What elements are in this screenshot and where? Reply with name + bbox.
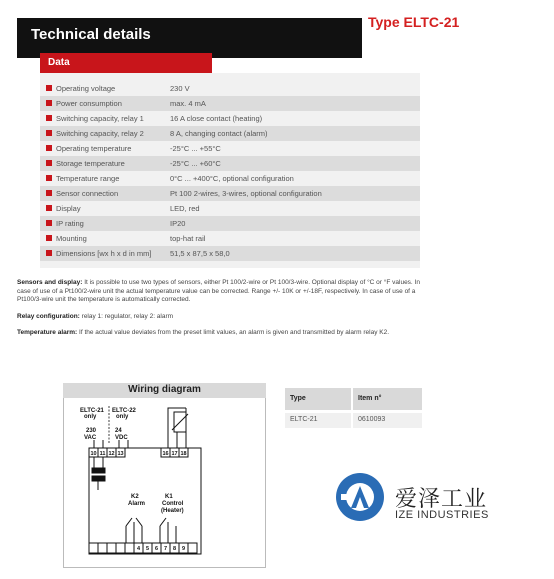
voltage-a-unit: VAC (84, 435, 97, 441)
spec-row-switching-relay-2 (40, 126, 420, 141)
spec-row-power-consumption (40, 96, 420, 111)
terminal-18: 18 (180, 451, 187, 457)
bottom-terminal-strip (89, 543, 197, 553)
table-cell-type: ELTC-21 (285, 413, 351, 428)
bullet-icon (46, 250, 52, 256)
spec-row-operating-temperature (40, 141, 420, 156)
relay-k2-desc: Alarm (128, 501, 146, 507)
relay-text: relay 1: regulator, relay 2: alarm (79, 313, 174, 320)
spec-value: -25°C ... +55°C (170, 144, 221, 153)
spec-row-ip-rating (40, 216, 420, 231)
spec-row-sensor-connection (40, 186, 420, 201)
type-label: Type ELTC-21 (368, 14, 460, 30)
watermark-name-en: IZE INDUSTRIES (395, 509, 489, 521)
relay-k1-desc-2: (Heater) (161, 508, 184, 514)
table-header-type: Type (285, 388, 351, 410)
spec-label: IP rating (56, 219, 84, 228)
title-bar (17, 18, 362, 58)
spec-value: max. 4 mA (170, 99, 206, 108)
bullet-icon (46, 190, 52, 196)
wiring-diagram-title: Wiring diagram (63, 383, 266, 398)
voltage-b-unit: VDC (115, 435, 128, 441)
model-a-note: only (84, 414, 97, 420)
spec-label: Dimensions [wx h x d in mm] (56, 249, 152, 258)
spec-label: Switching capacity, relay 1 (56, 114, 144, 123)
wiring-schematic (64, 398, 265, 566)
sensors-title: Sensors and display: (17, 279, 83, 286)
spec-row-mounting (40, 231, 420, 246)
relay-k1-desc-1: Control (162, 501, 184, 507)
terminal-11: 11 (99, 451, 106, 457)
spec-label: Temperature range (56, 174, 120, 183)
terminal-13: 13 (117, 451, 124, 457)
relay-contacts (126, 518, 176, 543)
relay-paragraph (17, 313, 422, 322)
terminal-17: 17 (171, 451, 178, 457)
spec-value: top-hat rail (170, 234, 206, 243)
terminal-16: 16 (162, 451, 169, 457)
alarm-text: If the actual value deviates from the preset limit values, an alarm is given and transmitted by alarm relay K2. (77, 329, 390, 336)
spec-row-switching-relay-1 (40, 111, 420, 126)
terminal-9: 9 (181, 546, 186, 552)
bullet-icon (46, 85, 52, 91)
spec-row-dimensions (40, 246, 420, 261)
alarm-paragraph (17, 329, 422, 338)
terminal-12: 12 (108, 451, 115, 457)
table-header-item: Item n° (353, 388, 422, 410)
spec-label: Sensor connection (56, 189, 119, 198)
terminal-5: 5 (145, 546, 150, 552)
model-b-label: ELTC-22 (112, 408, 136, 414)
spec-value: Pt 100 2-wires, 3-wires, optional configuration (170, 189, 322, 198)
relay-k1-label: K1 (165, 494, 173, 500)
spec-row-display (40, 201, 420, 216)
watermark-name-cn: 爱泽工业 (395, 487, 488, 512)
spec-value: 8 A, changing contact (alarm) (170, 129, 268, 138)
terminal-7: 7 (163, 546, 168, 552)
terminal-4: 4 (136, 546, 141, 552)
spec-value: 16 A close contact (heating) (170, 114, 263, 123)
spec-label: Power consumption (56, 99, 122, 108)
voltage-a: 230 (86, 428, 97, 434)
bullet-icon (46, 115, 52, 121)
spec-value: -25°C ... +60°C (170, 159, 221, 168)
page-title: Technical details (31, 26, 151, 43)
bullet-icon (46, 130, 52, 136)
spec-value: 230 V (170, 84, 190, 93)
spec-label: Operating temperature (56, 144, 132, 153)
alarm-title: Temperature alarm: (17, 329, 78, 336)
bullet-icon (46, 175, 52, 181)
model-b-note: only (116, 414, 129, 420)
spec-label: Mounting (56, 234, 87, 243)
spec-label: Display (56, 204, 81, 213)
terminal-8: 8 (172, 546, 177, 552)
voltage-b: 24 (115, 428, 122, 434)
spec-row-storage-temperature (40, 156, 420, 171)
model-a-label: ELTC-21 (80, 408, 104, 414)
terminal-10: 10 (90, 451, 97, 457)
terminal-6: 6 (154, 546, 159, 552)
bullet-icon (46, 145, 52, 151)
spec-row-operating-voltage (40, 81, 420, 96)
ize-logo-icon (333, 470, 387, 524)
spec-value: LED, red (170, 204, 200, 213)
transformer-icon (92, 457, 105, 490)
sensors-paragraph (17, 279, 422, 305)
bullet-icon (46, 220, 52, 226)
spec-label: Operating voltage (56, 84, 116, 93)
data-tab: Data (40, 53, 212, 73)
table-cell-item: 0610093 (353, 413, 422, 428)
spec-value: 51,5 x 87,5 x 58,0 (170, 249, 230, 258)
spec-row-temperature-range (40, 171, 420, 186)
bullet-icon (46, 205, 52, 211)
bullet-icon (46, 100, 52, 106)
bullet-icon (46, 235, 52, 241)
bullet-icon (46, 160, 52, 166)
relay-k2-label: K2 (131, 494, 139, 500)
spec-value: 0°C ... +400°C, optional configuration (170, 174, 294, 183)
spec-value: IP20 (170, 219, 186, 228)
item-table (285, 388, 422, 433)
spec-label: Switching capacity, relay 2 (56, 129, 144, 138)
spec-label: Storage temperature (56, 159, 125, 168)
relay-title: Relay configuration: (17, 313, 80, 320)
sensors-text: It is possible to use two types of sensors, either Pt 100/2-wire or Pt 100/3-wire. Optional display of °C or °F values. In case of use of a Pt100/2-wire unit the actual temperature value can be corrected. Range +/- 10K or +/-18F, respectively. In case of use of a Pt100/3-wire unit the temperature is automatically corrected. (17, 279, 420, 303)
